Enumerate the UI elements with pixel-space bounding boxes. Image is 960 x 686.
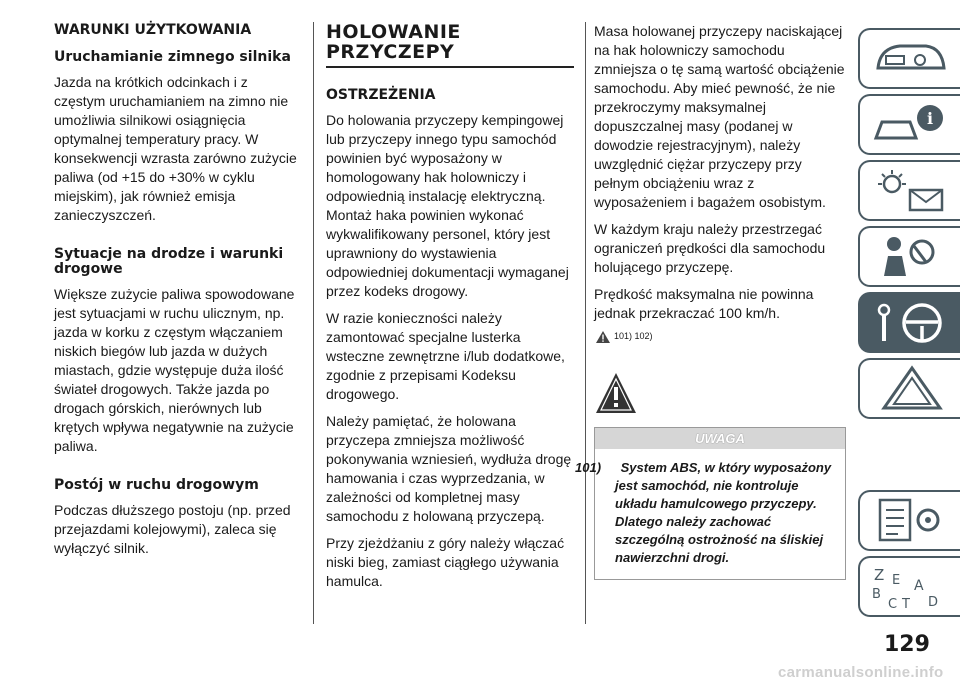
svg-text:T: T <box>902 597 910 612</box>
tab-info[interactable] <box>858 94 960 155</box>
paragraph-max-speed: Prędkość maksymalna nie powinna jednak przekraczać 100 km/h. <box>594 286 814 321</box>
tab-starting-driving[interactable] <box>858 292 960 353</box>
warning-references <box>596 331 848 343</box>
warning-triangle-icon <box>870 364 954 414</box>
small-warning-triangle-icon <box>596 331 610 343</box>
tab-index[interactable] <box>858 556 960 617</box>
paragraph-traffic-stop: Podczas dłuższego postoju (np. przed przejazdami kolejowymi), zaleca się wyłączyć silnik. <box>54 502 291 556</box>
page-number: 129 <box>884 632 930 657</box>
column-divider-1 <box>313 22 314 624</box>
info-car-icon <box>870 100 954 150</box>
column-3 <box>575 22 848 580</box>
paragraph-towing-1: Do holowania przyczepy kempingowej lub przyczepy innego typu samochód powinien być wyposażony w homologowany hak holowniczy i odpowiednią instalację elektryczną. Montaż haka powinien wykonać wykwalifikowany personel, który jest uprawniony do wystawienia odpowiedniej dokumentacji wymaganej przez kodeks drogowy. <box>326 112 569 299</box>
watermark: carmanualsonline.info <box>778 664 944 681</box>
svg-text:B: B <box>872 587 881 602</box>
subheading-cold-start: Uruchamianie zimnego silnika <box>54 49 291 65</box>
large-warning-triangle-icon <box>594 371 848 419</box>
warning-body: System ABS, w który wyposażony jest samochód, nie kontroluje układu hamulcowego przyczepy. Dlatego należy zachować szczególną ostrożność na śliskiej nawierzchni drogi. <box>615 460 832 565</box>
tab-emergency[interactable] <box>858 358 960 419</box>
svg-text:D: D <box>928 595 939 610</box>
svg-text:Z: Z <box>874 566 885 584</box>
column-divider-2 <box>585 22 586 624</box>
warning-text <box>575 449 845 579</box>
key-steering-wheel-icon <box>870 298 954 348</box>
paragraph-speed-limits: W każdym kraju należy przestrzegać ograniczeń prędkości dla samochodu holującego przyczepę. <box>594 221 826 275</box>
paragraph-road-situations: Większe zużycie paliwa spowodowane jest sytuacjami w ruchu ulicznym, np. jazda w korku z częstym włączaniem niskich biegów lub jazda w dużych miastach, gdzie występuje duża ilość świateł drogowych. Także jazda po drogach górskich, nierównych lub krętych wpływa negatywnie na zużycie paliwa. <box>54 286 295 454</box>
warning-header: UWAGA <box>595 428 845 449</box>
subheading-warnings: OSTRZEŻENIA <box>326 87 436 103</box>
column-2 <box>326 22 574 599</box>
reference-numbers: 101) 102) <box>614 331 653 341</box>
subheading-traffic-stop: Postój w ruchu drogowym <box>54 477 259 493</box>
airbag-safety-icon <box>870 232 954 282</box>
subheading-road-situations: Sytuacje na drodze i warunki drogowe <box>54 246 284 277</box>
svg-text:E: E <box>892 573 901 588</box>
paragraph-towing-3: Należy pamiętać, że holowana przyczepa zmniejsza możliwość pokonywania wzniesień, wydłuża drogę hamowania i czas wyprzedzania, w zależności od kompletnej masy samochodu z holowaną przyczepą. <box>326 413 572 524</box>
tab-safety[interactable] <box>858 226 960 287</box>
svg-text:A: A <box>914 578 924 594</box>
warning-box <box>575 427 846 580</box>
paragraph-cold-start: Jazda na krótkich odcinkach i z częstym uruchamianiem na zimno nie umożliwia silnikowi osiągnięcia optymalnej temperatury pracy. W konsekwencji wzrasta zarówno zużycie paliwa (od +15 do +30% w cyklu miejskim), jak również emisja zanieczyszczeń. <box>54 74 297 223</box>
svg-text:C: C <box>888 597 898 612</box>
paragraph-trailer-mass: Masa holowanej przyczepy naciskającej na hak holowniczy samochodu zmniejsza o tę samą wartość obciążenie samochodu. Aby mieć pewność, że nie przekroczymy maksymalnej dopuszczalnej masy (podanej w dowodzie rejestracyjnym), należy uwzględnić ciężar przyczepy przy pełnym obciążeniu wraz z wyposażeniem i bagażem osobistym. <box>594 23 845 210</box>
maintenance-list-icon <box>870 496 954 546</box>
alphabet-index-icon <box>870 562 954 612</box>
paragraph-towing-4: Przy zjeżdżaniu z góry należy włączać niski bieg, zamiast ciągłego używania hamulca. <box>326 535 565 589</box>
tab-dashboard[interactable] <box>858 28 960 89</box>
title-underline <box>326 66 574 68</box>
column-1 <box>54 22 302 566</box>
warning-number: 101) <box>575 460 602 475</box>
svg-text:i: i <box>926 109 934 128</box>
car-dashboard-icon <box>870 34 954 84</box>
lights-message-icon <box>870 166 954 216</box>
tab-maintenance[interactable] <box>858 490 960 551</box>
page-section-title: HOLOWANIE PRZYCZEPY <box>326 21 461 63</box>
section-heading: WARUNKI UŻYTKOWANIA <box>54 22 252 38</box>
tab-lights[interactable] <box>858 160 960 221</box>
paragraph-towing-2: W razie konieczności należy zamontować specjalne lusterka wsteczne zewnętrzne i/lub dodatkowe, zgodnie z przepisami Kodeksu drogowego. <box>326 310 565 402</box>
